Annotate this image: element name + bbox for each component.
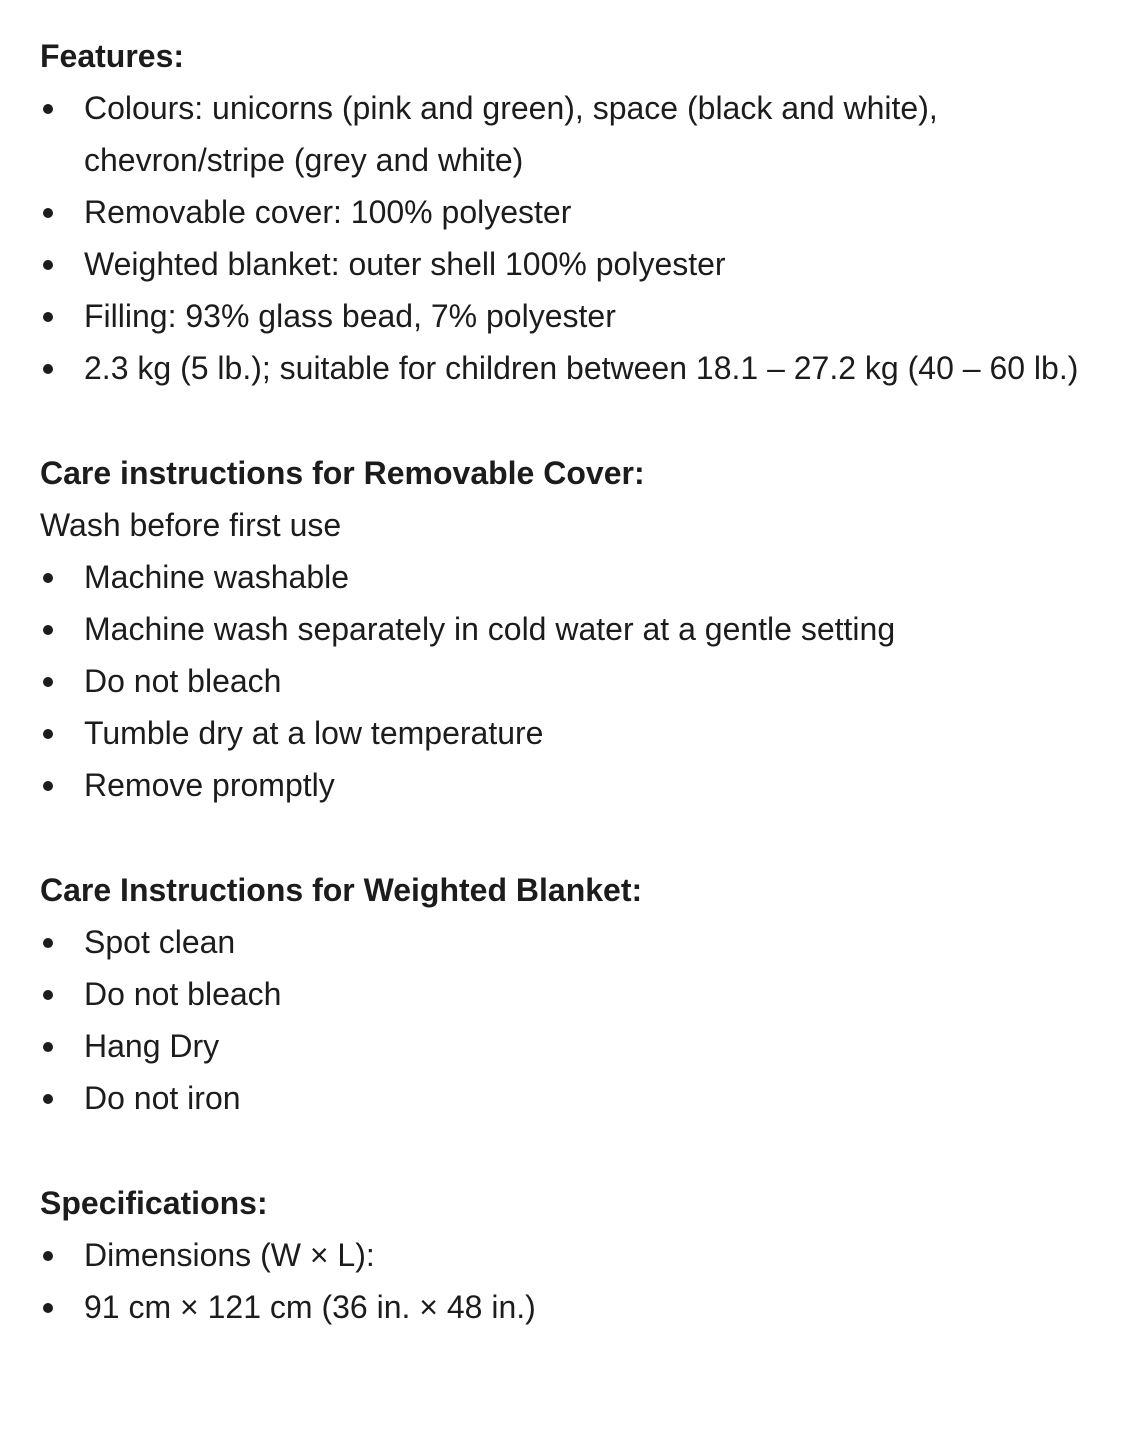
cover-care-heading: Care instructions for Removable Cover: (40, 455, 645, 491)
cover-care-intro: Wash before first use (40, 507, 342, 543)
list-item: Tumble dry at a low temperature (40, 707, 1115, 759)
list-item: Hang Dry (40, 1020, 1115, 1072)
list-item: Filling: 93% glass bead, 7% polyester (40, 290, 1115, 342)
list-item: Remove promptly (40, 759, 1115, 811)
list-item: Do not iron (40, 1072, 1115, 1124)
list-item: Do not bleach (40, 655, 1115, 707)
specifications-section (40, 1177, 1115, 1333)
list-item: Removable cover: 100% polyester (40, 186, 1115, 238)
blanket-care-heading: Care Instructions for Weighted Blanket: (40, 872, 643, 908)
list-item: 2.3 kg (5 lb.); suitable for children between 18.1 – 27.2 kg (40 – 60 lb.) (40, 342, 1115, 394)
product-details (40, 30, 1115, 1333)
features-heading: Features: (40, 38, 185, 74)
list-item: Weighted blanket: outer shell 100% polyester (40, 238, 1115, 290)
features-section (40, 30, 1115, 394)
list-item: Dimensions (W × L): (40, 1229, 1115, 1281)
blanket-care-list (40, 916, 1115, 1124)
list-item: Colours: unicorns (pink and green), space (black and white), chevron/stripe (grey and white) (40, 82, 1115, 186)
list-item: Spot clean (40, 916, 1115, 968)
list-item: Machine washable (40, 551, 1115, 603)
cover-care-list (40, 551, 1115, 811)
blanket-care-section (40, 864, 1115, 1124)
list-item: Machine wash separately in cold water at a gentle setting (40, 603, 1115, 655)
list-item: Do not bleach (40, 968, 1115, 1020)
list-item: 91 cm × 121 cm (36 in. × 48 in.) (40, 1281, 1115, 1333)
features-list (40, 82, 1115, 394)
specifications-list (40, 1229, 1115, 1333)
specifications-heading: Specifications: (40, 1185, 268, 1221)
cover-care-section (40, 447, 1115, 811)
